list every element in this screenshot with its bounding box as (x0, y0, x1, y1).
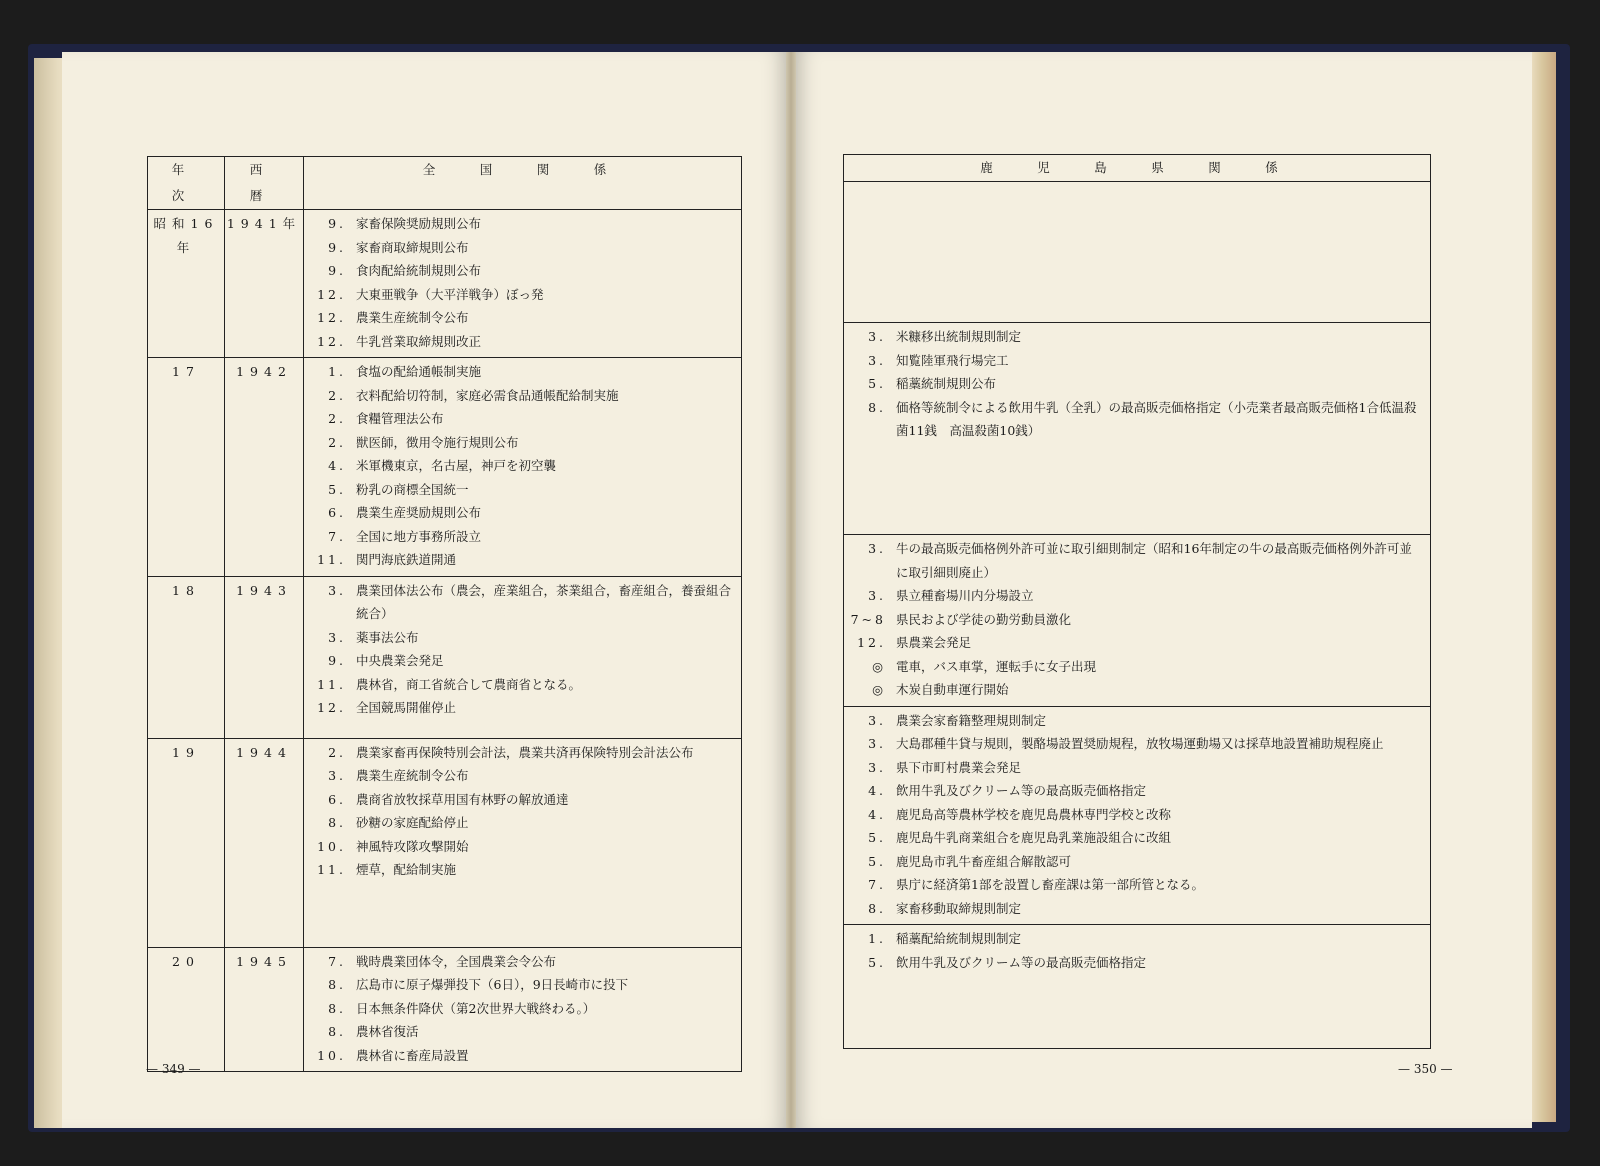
event-month: 8. (328, 1000, 346, 1016)
year-cell: 17 (148, 358, 225, 577)
event-item (844, 537, 1430, 584)
table-row (148, 358, 742, 577)
ad-year-cell: 1945 (225, 947, 304, 1072)
event-month: 9. (328, 653, 346, 668)
ad-year-cell: 1941年 (225, 210, 304, 358)
event-text: 衣料配給切符制，家庭必需食品通帳配給制実施 (356, 387, 619, 403)
events-cell (844, 182, 1431, 323)
event-item (304, 259, 741, 283)
events-cell (304, 947, 742, 1072)
event-text: 農業生産統制令公布 (356, 310, 469, 325)
event-item (304, 525, 741, 549)
event-item (844, 655, 1430, 679)
page-number-left: — 349 — (146, 1062, 201, 1076)
event-text: 農業会家畜籍整理規則制定 (896, 712, 1047, 728)
event-text: 農業生産奨励規則公布 (356, 505, 482, 520)
event-item (304, 626, 741, 650)
event-item (844, 927, 1430, 951)
event-month: 6. (328, 791, 346, 807)
event-item (844, 349, 1430, 373)
event-month: 4. (868, 783, 886, 798)
event-month: 8. (868, 399, 886, 415)
event-text: 牛乳営業取締規則改正 (356, 333, 482, 349)
event-text: 関門海底鉄道開通 (356, 552, 457, 567)
event-month: 3. (328, 582, 346, 598)
event-item (304, 764, 741, 788)
event-text: 家畜移動取締規則制定 (896, 900, 1022, 916)
event-month: 5. (868, 376, 886, 391)
event-month: 7. (328, 528, 346, 544)
event-month: 9. (328, 239, 346, 255)
event-month: 5. (868, 954, 886, 970)
event-item (844, 325, 1430, 349)
event-text: 電車，バス車掌，運転手に女子出現 (896, 658, 1097, 674)
event-text: 家畜商取締規則公布 (356, 239, 469, 255)
event-item (844, 756, 1430, 780)
table-row (148, 576, 742, 738)
event-item (844, 631, 1430, 655)
event-item (304, 997, 741, 1021)
event-text: 砂糖の家庭配給停止 (356, 815, 469, 830)
event-text: 飲用牛乳及びクリーム等の最高販売価格指定 (896, 954, 1147, 970)
event-month: 8. (868, 900, 886, 916)
event-month: 6. (328, 505, 346, 520)
year-cell: 18 (148, 576, 225, 738)
event-text: 農業生産統制令公布 (356, 768, 469, 783)
event-month: 3. (868, 329, 886, 344)
event-month: ◎ (872, 658, 886, 674)
event-item (304, 579, 741, 626)
table-row (844, 535, 1431, 707)
event-text: 全国競馬開催停止 (356, 700, 457, 715)
event-item (304, 950, 741, 974)
event-item (304, 811, 741, 835)
event-text: 飲用牛乳及びクリーム等の最高販売価格指定 (896, 783, 1147, 798)
event-text: 県下市町村農業会発足 (896, 759, 1022, 775)
year-header: 年 次 (148, 157, 225, 210)
event-month: 2. (328, 744, 346, 760)
event-text: 鹿児島市乳牛畜産組合解散認可 (896, 853, 1072, 869)
event-item (844, 951, 1430, 975)
event-month: 5. (328, 481, 346, 497)
event-month: 1. (328, 364, 346, 379)
year-cell: 20 (148, 947, 225, 1072)
event-item (844, 396, 1430, 443)
ad-year-cell: 1942 (225, 358, 304, 577)
event-month: 10. (317, 1047, 346, 1063)
table-row (844, 925, 1431, 1049)
event-item (844, 372, 1430, 396)
table-row (844, 323, 1431, 535)
event-item (304, 306, 741, 330)
event-text: 大東亜戦争（大平洋戦争）ぼっ発 (356, 286, 544, 302)
event-item (304, 548, 741, 572)
year-cell: 19 (148, 738, 225, 947)
event-month: 9. (328, 263, 346, 278)
event-text: 神風特攻隊攻撃開始 (356, 838, 469, 854)
event-item (304, 788, 741, 812)
ad-year-cell: 1944 (225, 738, 304, 947)
kagoshima-chronology-table (843, 154, 1431, 1049)
event-text: 食糧管理法公布 (356, 411, 444, 426)
event-month: 12. (317, 333, 346, 349)
event-text: 家畜保険奨励規則公布 (356, 216, 482, 231)
event-month: 2. (328, 387, 346, 403)
event-item (844, 850, 1430, 874)
event-item (304, 212, 741, 236)
event-month: 7. (868, 877, 886, 892)
event-month: 7. (328, 953, 346, 969)
table-header-row (148, 157, 742, 210)
event-text: 鹿児島高等農林学校を鹿児島農林専門学校と改称 (896, 806, 1172, 822)
table-row (844, 706, 1431, 925)
event-text: 大島郡種牛貸与規則，製酪場設置奨励規程，放牧場運動場又は採草地設置補助規程廃止 (896, 736, 1384, 751)
event-item (304, 741, 741, 765)
event-month: 3. (868, 736, 886, 751)
event-text: 木炭自動車運行開始 (896, 682, 1009, 697)
event-month: 3. (868, 541, 886, 556)
event-month: 10. (317, 838, 346, 854)
ad-header: 西 暦 (225, 157, 304, 210)
event-month: 7~8 (850, 611, 886, 627)
event-text: 米糠移出統制規則制定 (896, 329, 1022, 344)
national-header: 全 国 関 係 (304, 157, 742, 210)
ad-year-cell: 1943 (225, 576, 304, 738)
year-cell: 昭和16年 (148, 210, 225, 358)
event-item (844, 803, 1430, 827)
events-cell (844, 535, 1431, 707)
event-item (844, 826, 1430, 850)
event-text: 知覧陸軍飛行場完工 (896, 352, 1009, 368)
event-item (304, 1020, 741, 1044)
event-text: 農業団体法公布（農会，産業組合，茶業組合，畜産組合，養蚕組合統合） (356, 582, 732, 621)
event-item (304, 454, 741, 478)
event-text: 全国に地方事務所設立 (356, 528, 482, 544)
event-text: 獣医師，徴用令施行規則公布 (356, 434, 519, 450)
event-month: 3. (868, 759, 886, 775)
event-text: 県民および学徒の勤労動員激化 (896, 611, 1072, 627)
event-text: 農商省放牧採草用国有林野の解放通達 (356, 791, 569, 807)
event-text: 中央農業会発足 (356, 653, 444, 668)
event-item (844, 584, 1430, 608)
event-month: 3. (868, 712, 886, 728)
events-cell (304, 358, 742, 577)
event-text: 食塩の配給通帳制実施 (356, 364, 482, 379)
event-text: 粉乳の商標全国統一 (356, 481, 469, 497)
event-item (304, 649, 741, 673)
event-text: 米軍機東京，名古屋，神戸を初空襲 (356, 458, 557, 473)
event-month: 3. (868, 588, 886, 603)
event-item (304, 236, 741, 260)
event-item (844, 873, 1430, 897)
event-text: 県庁に経済第1部を設置し畜産課は第一部所管となる。 (896, 877, 1204, 892)
events-cell (844, 925, 1431, 1049)
event-item (304, 973, 741, 997)
event-item (304, 407, 741, 431)
event-item (304, 858, 741, 882)
event-month: 4. (328, 458, 346, 473)
event-item (844, 608, 1430, 632)
table-row (148, 947, 742, 1072)
event-month: 12. (317, 310, 346, 325)
event-item (304, 330, 741, 354)
event-text: 牛の最高販売価格例外許可並に取引細則制定（昭和16年制定の牛の最高販売価格例外許可並に取引細則廃止） (896, 541, 1412, 580)
event-month: 11. (317, 862, 346, 877)
event-month: 11. (317, 676, 346, 692)
event-item (304, 431, 741, 455)
event-text: 農林省に畜産局設置 (356, 1047, 469, 1063)
event-item (844, 732, 1430, 756)
event-month: ◎ (872, 682, 886, 697)
event-month: 4. (868, 806, 886, 822)
event-text: 農林省復活 (356, 1024, 419, 1039)
event-month: 2. (328, 411, 346, 426)
event-month: 2. (328, 434, 346, 450)
events-cell (304, 576, 742, 738)
event-item (844, 678, 1430, 702)
kagoshima-header: 鹿 児 島 県 関 係 (844, 155, 1431, 182)
event-item (844, 709, 1430, 733)
event-text: 煙草，配給制実施 (356, 862, 457, 877)
event-text: 価格等統制令による飲用牛乳（全乳）の最高販売価格指定（小売業者最高販売価格1合低温殺菌11銭 高温殺菌10銭） (896, 399, 1417, 438)
event-month: 3. (868, 352, 886, 368)
event-month: 8. (328, 977, 346, 992)
event-item (304, 501, 741, 525)
event-text: 県農業会発足 (896, 635, 972, 650)
event-text: 戦時農業団体令，全国農業会令公布 (356, 953, 557, 969)
events-cell (304, 210, 742, 358)
events-cell (304, 738, 742, 947)
event-item (304, 283, 741, 307)
event-text: 広島市に原子爆弾投下（6日），9日長崎市に投下 (356, 977, 629, 992)
event-text: 日本無条件降伏（第2次世界大戦終わる。） (356, 1000, 596, 1016)
event-text: 農業家畜再保険特別会計法，農業共済再保険特別会計法公布 (356, 744, 694, 760)
event-text: 稲藁配給統制規則制定 (896, 931, 1022, 946)
page-stack-right (1528, 52, 1556, 1122)
event-month: 12. (317, 286, 346, 302)
event-item (304, 478, 741, 502)
event-month: 5. (868, 830, 886, 845)
event-month: 8. (328, 1024, 346, 1039)
event-month: 5. (868, 853, 886, 869)
book-gutter (786, 52, 796, 1128)
table-row (844, 182, 1431, 323)
event-month: 8. (328, 815, 346, 830)
events-cell (844, 323, 1431, 535)
event-text: 県立種畜場川内分場設立 (896, 588, 1034, 603)
table-row (148, 210, 742, 358)
table-header-row (844, 155, 1431, 182)
event-month: 12. (857, 635, 886, 650)
event-text: 食肉配給統制規則公布 (356, 263, 482, 278)
event-month: 3. (328, 629, 346, 645)
event-month: 11. (317, 552, 346, 567)
national-chronology-table (147, 156, 742, 1072)
event-item (304, 835, 741, 859)
event-item (844, 779, 1430, 803)
table-row (148, 738, 742, 947)
event-month: 3. (328, 768, 346, 783)
event-text: 薬事法公布 (356, 629, 419, 645)
event-item (304, 673, 741, 697)
event-item (304, 696, 741, 720)
event-month: 12. (317, 700, 346, 715)
event-month: 9. (328, 216, 346, 231)
event-item (304, 1044, 741, 1068)
event-text: 稲藁統制規則公布 (896, 376, 997, 391)
event-item (304, 360, 741, 384)
event-text: 農林省，商工省統合して農商省となる。 (356, 676, 582, 692)
event-text: 鹿児島牛乳商業組合を鹿児島乳業施設組合に改組 (896, 830, 1172, 845)
event-month: 1. (868, 931, 886, 946)
events-cell (844, 706, 1431, 925)
event-item (844, 897, 1430, 921)
event-item (304, 384, 741, 408)
page-number-right: — 350 — (1398, 1062, 1453, 1076)
